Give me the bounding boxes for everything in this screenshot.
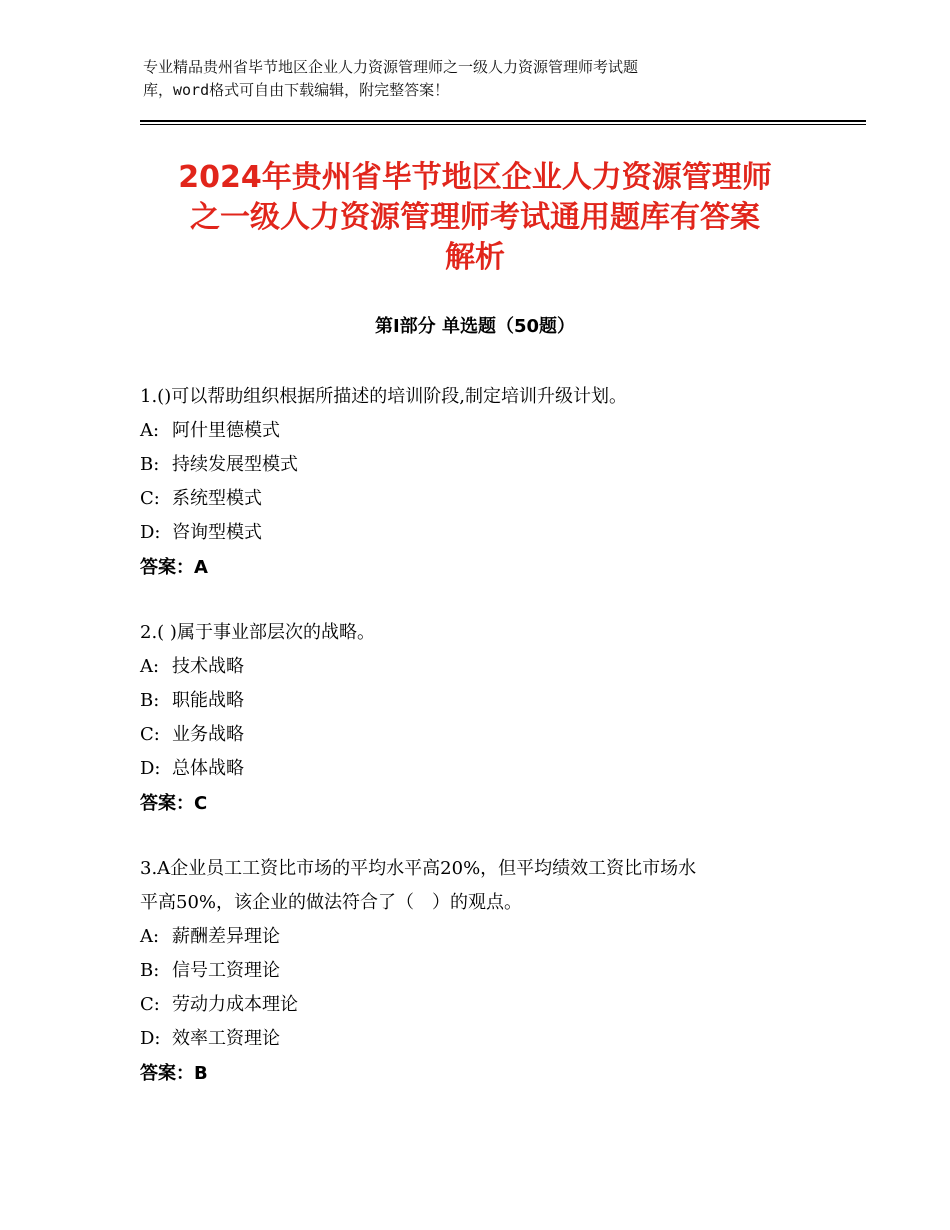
question-stem: 3.A企业员工工资比市场的平均水平高20%，但平均绩效工资比市场水 [140,858,697,879]
question-option [140,516,820,550]
option-letter: D: [140,758,161,779]
question-item [140,380,820,586]
section-heading: 第Ⅰ部分 单选题（50题） [374,316,575,337]
question-option [140,482,820,516]
option-letter: A: [140,656,160,677]
header-divider [140,120,866,125]
question-answer: 答案：C [140,793,208,814]
question-option [140,718,820,752]
question-stem: 2.( )属于事业部层次的战略。 [140,622,375,643]
header-note-line: 库，word格式可自由下载编辑，附完整答案！ [143,81,450,99]
option-text: 效率工资理论 [172,1028,280,1049]
option-letter: C: [140,724,160,745]
option-text: 持续发展型模式 [172,454,298,475]
option-text: 阿什里德模式 [172,420,280,441]
question-item [140,616,820,822]
document-title [130,158,820,278]
question-stem: 平高50%，该企业的做法符合了（ ）的观点。 [140,892,523,913]
option-text: 职能战略 [172,690,244,711]
option-text: 总体战略 [172,758,244,779]
option-text: 技术战略 [172,656,244,677]
option-text: 业务战略 [172,724,244,745]
question-option [140,752,820,786]
question-option [140,684,820,718]
option-text: 咨询型模式 [172,522,262,543]
question-option [140,988,820,1022]
question-item [140,852,820,1092]
document-title-line: 解析 [445,240,505,275]
option-letter: B: [140,454,160,475]
header-note-line: 专业精品贵州省毕节地区企业人力资源管理师之一级人力资源管理师考试题 [143,58,639,76]
question-answer: 答案：A [140,557,208,578]
question-option [140,650,820,684]
option-letter: D: [140,522,161,543]
option-letter: C: [140,488,160,509]
option-text: 劳动力成本理论 [172,994,298,1015]
question-stem: 1.()可以帮助组织根据所描述的培训阶段,制定培训升级计划。 [140,386,627,407]
option-letter: B: [140,690,160,711]
option-text: 系统型模式 [172,488,262,509]
option-text: 信号工资理论 [172,960,280,981]
document-title-line: 之一级人力资源管理师考试通用题库有答案 [190,200,760,235]
option-letter: A: [140,926,160,947]
document-title-line: 2024年贵州省毕节地区企业人力资源管理师 [178,160,772,195]
question-option [140,920,820,954]
question-option [140,1022,820,1056]
option-letter: C: [140,994,160,1015]
question-option [140,954,820,988]
option-letter: B: [140,960,160,981]
question-option [140,414,820,448]
question-option [140,448,820,482]
option-letter: A: [140,420,160,441]
header-note [143,56,803,102]
option-letter: D: [140,1028,161,1049]
question-list [140,380,820,1122]
option-text: 薪酬差异理论 [172,926,280,947]
question-answer: 答案：B [140,1063,208,1084]
